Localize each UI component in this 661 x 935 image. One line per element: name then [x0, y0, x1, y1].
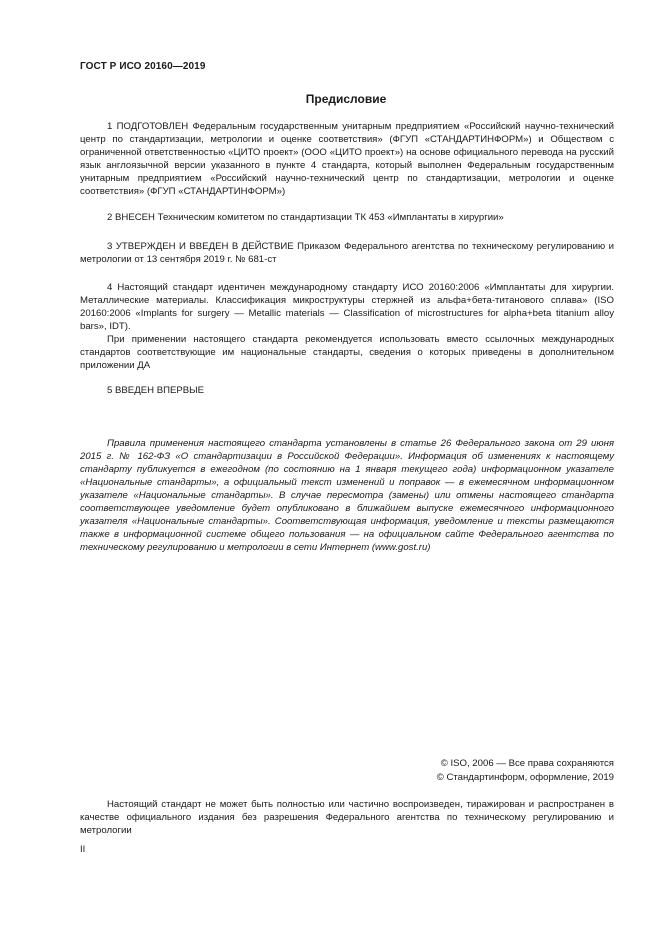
reproduction-notice: Настоящий стандарт не может быть полностью или частично воспроизведен, тиражирован и распространен в качестве официального издания без разрешения Федерального агентства по техническому регулированию и метрологии	[80, 799, 614, 836]
item-4-identical: 4 Настоящий стандарт идентичен международному стандарту ИСО 20160:2006 «Имплантаты для хирургии. Металлические материалы. Классификация микроструктуры стержней из альфа+бета-титанового сплава» (ISO 20160:2006 «Implants for surgery — Metallic materials — Classification of microstructures for alpha+beta titanium alloy bars», IDT).	[80, 282, 614, 332]
item-2-introduced: 2 ВНЕСЕН Техническим комитетом по стандартизации ТК 453 «Имплантаты в хирургии»	[107, 212, 504, 223]
rules-notice: Правила применения настоящего стандарта установлены в статье 26 Федерального закона от 29 июня 2015 г. № 162-ФЗ «О стандартизации в Российской Федерации». Информация об изменениях к настоящему стандарту публикуется в ежегодном (по состоянию на 1 января текущего года) информационном указателе «Национальные стандарты», а официальный текст изменений и поправок — в ежемесячном информационном указателе «Национальные стандарты». В случае пересмотра (замены) или отмены настоящего стандарта соответствующее уведомление будет опубликовано в ближайшем выпуске ежемесячного информационного указателя «Национальные стандарты». Соответствующая информация, уведомление и тексты размещаются также в информационной системе общего пользования — на официальном сайте Федерального агентства по техническому регулированию и метрологии в сети Интернет (www.gost.ru)	[80, 438, 614, 553]
item-1-prepared: 1 ПОДГОТОВЛЕН Федеральным государственным унитарным предприятием «Российский научно-технический центр по стандартизации, метрологии и оценке соответствия» (ФГУП «СТАНДАРТИНФОРМ») и Обществом с ограниченной ответственностью «ЦИТО проект» (ООО «ЦИТО проект») на основе официального перевода на русский язык англоязычной версии указанного в пункте 4 стандарта, который выполнен Федеральным государственным унитарным предприятием «Российский научно-технический центр по стандартизации, метрологии и оценке соответствия» (ФГУП «СТАНДАРТИНФОРМ»)	[80, 121, 614, 197]
copyright-standartinform: © Стандартинформ, оформление, 2019	[436, 772, 614, 783]
item-4-note: При применении настоящего стандарта рекомендуется использовать вместо ссылочных международных стандартов соответствующие им национальные стандарты, сведения о которых приведены в дополнительном приложении ДА	[80, 334, 614, 371]
item-5-first-introduced: 5 ВВЕДЕН ВПЕРВЫЕ	[107, 385, 205, 396]
item-3-approved: 3 УТВЕРЖДЕН И ВВЕДЕН В ДЕЙСТВИЕ Приказом Федерального агентства по техническому регулированию и метрологии от 13 сентября 2019 г. № 681-ст	[80, 241, 614, 265]
copyright-iso: © ISO, 2006 — Все права сохраняются	[440, 758, 614, 769]
standard-header: ГОСТ Р ИСО 20160—2019	[80, 61, 206, 72]
page-number: II	[80, 844, 86, 855]
page-title: Предисловие	[305, 92, 387, 106]
